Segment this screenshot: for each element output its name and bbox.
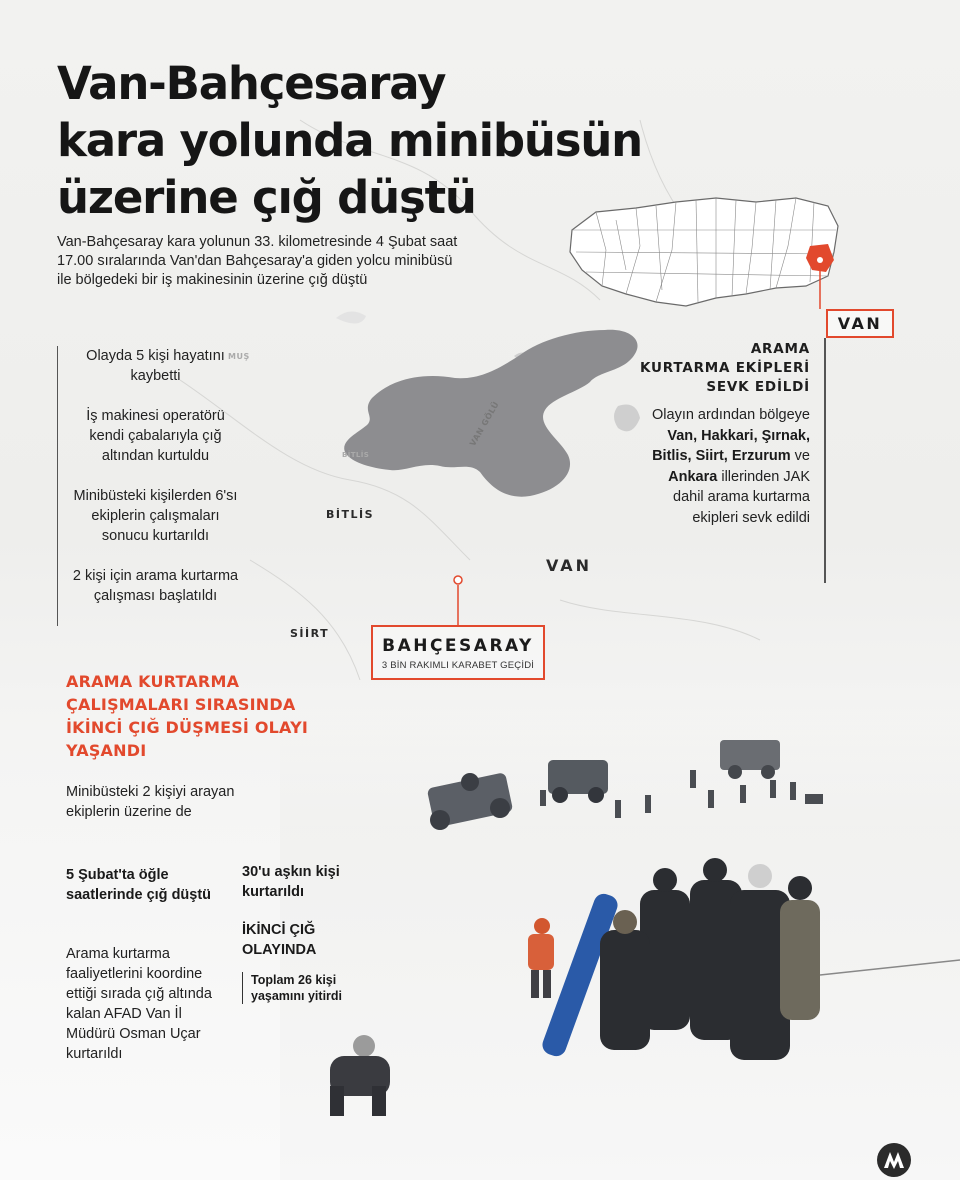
rescue-text-part: ve — [790, 448, 810, 464]
bahcesaray-callout — [371, 625, 545, 680]
fact-item: 2 kişi için arama kurtarma çalışması başlatıldı — [72, 568, 239, 604]
fact-item: Olayda 5 kişi hayatını kaybetti — [86, 348, 225, 384]
title-line: kara yolunda minibüsün — [57, 114, 642, 167]
bahcesaray-location-marker — [454, 576, 462, 584]
map-label-bitlis-small: BİTLİS — [342, 451, 370, 459]
anadolu-agency-logo — [876, 1142, 912, 1178]
second-avalanche-text: Minibüsteki 2 kişiyi arayan ekiplerin üzerine de — [66, 784, 235, 820]
van-province-badge: VAN — [826, 309, 894, 338]
fact-item: Minibüsteki kişilerden 6'sı ekiplerin çalışmaları sonucu kurtarıldı — [73, 488, 238, 544]
second-avalanche-heading: ARAMA KURTARMA ÇALIŞMALARI SIRASINDA İKİNCİ ÇIĞ DÜŞMESİ OLAYI YAŞANDI — [66, 672, 309, 760]
intro-paragraph: Van-Bahçesaray kara yolunun 33. kilometresinde 4 Şubat saat 17.00 sıralarında Van'dan Bahçesaray'a giden yolcu minibüsü ile bölgedeki bir iş makinesinin üzerine çığ düştü — [57, 234, 458, 288]
second-avalanche-time: 5 Şubat'ta öğle saatlerinde çığ düştü — [66, 867, 212, 903]
van-marker-dot — [817, 257, 823, 263]
map-label-siirt: SİİRT — [290, 627, 330, 640]
rescue-heading-line: SEVK EDİLDİ — [706, 379, 810, 395]
title-line: Van-Bahçesaray — [57, 57, 446, 110]
rescue-heading-line: KURTARMA EKİPLERİ — [640, 360, 811, 376]
location-subtitle: 3 BİN RAKIMLI KARABET GEÇİDİ — [381, 660, 535, 671]
rescue-scene-photo — [0, 690, 960, 1180]
second-avalanche-label: İKİNCİ ÇIĞ OLAYINDA — [242, 922, 317, 958]
title-line: üzerine çığ düştü — [57, 171, 476, 224]
rescued-count-text: 30'u aşkın kişi kurtarıldı — [242, 864, 340, 900]
small-lake — [614, 405, 640, 432]
map-label-bitlis: BİTLİS — [326, 508, 375, 521]
fact-item: İş makinesi operatörü kendi çabalarıyla çığ altından kurtuldu — [86, 408, 225, 464]
rescue-heading-line: ARAMA — [750, 341, 810, 357]
small-lake — [336, 311, 366, 323]
rescue-text-part: Olayın ardından bölgeye — [652, 407, 810, 423]
page-title — [57, 55, 677, 226]
rescue-province-ankara: Ankara — [668, 468, 718, 485]
death-toll-text: Toplam 26 kişi yaşamını yitirdi — [242, 972, 360, 1004]
facts-list — [57, 346, 257, 626]
map-label-mus: MUŞ — [228, 352, 250, 361]
coordinator-rescued-text: Arama kurtarma faaliyetlerini koordine ettiği sırada çığ altında kalan AFAD Van İl Müdürü Osman Uçar kurtarıldı — [66, 946, 212, 1062]
location-name: BAHÇESARAY — [382, 636, 534, 656]
rescue-text-part: illerinden JAK dahil arama kurtarma ekipleri sevk edildi — [673, 468, 810, 526]
right-divider — [824, 338, 826, 583]
rescue-teams-heading — [640, 340, 810, 397]
map-label-van: VAN — [546, 556, 593, 575]
map-label-lake-van: VAN GÖLÜ — [468, 399, 501, 448]
rescue-provinces: Van, Hakkari, Şırnak, Bitlis, Siirt, Erzurum — [652, 427, 810, 464]
rescue-teams-text — [640, 405, 810, 528]
